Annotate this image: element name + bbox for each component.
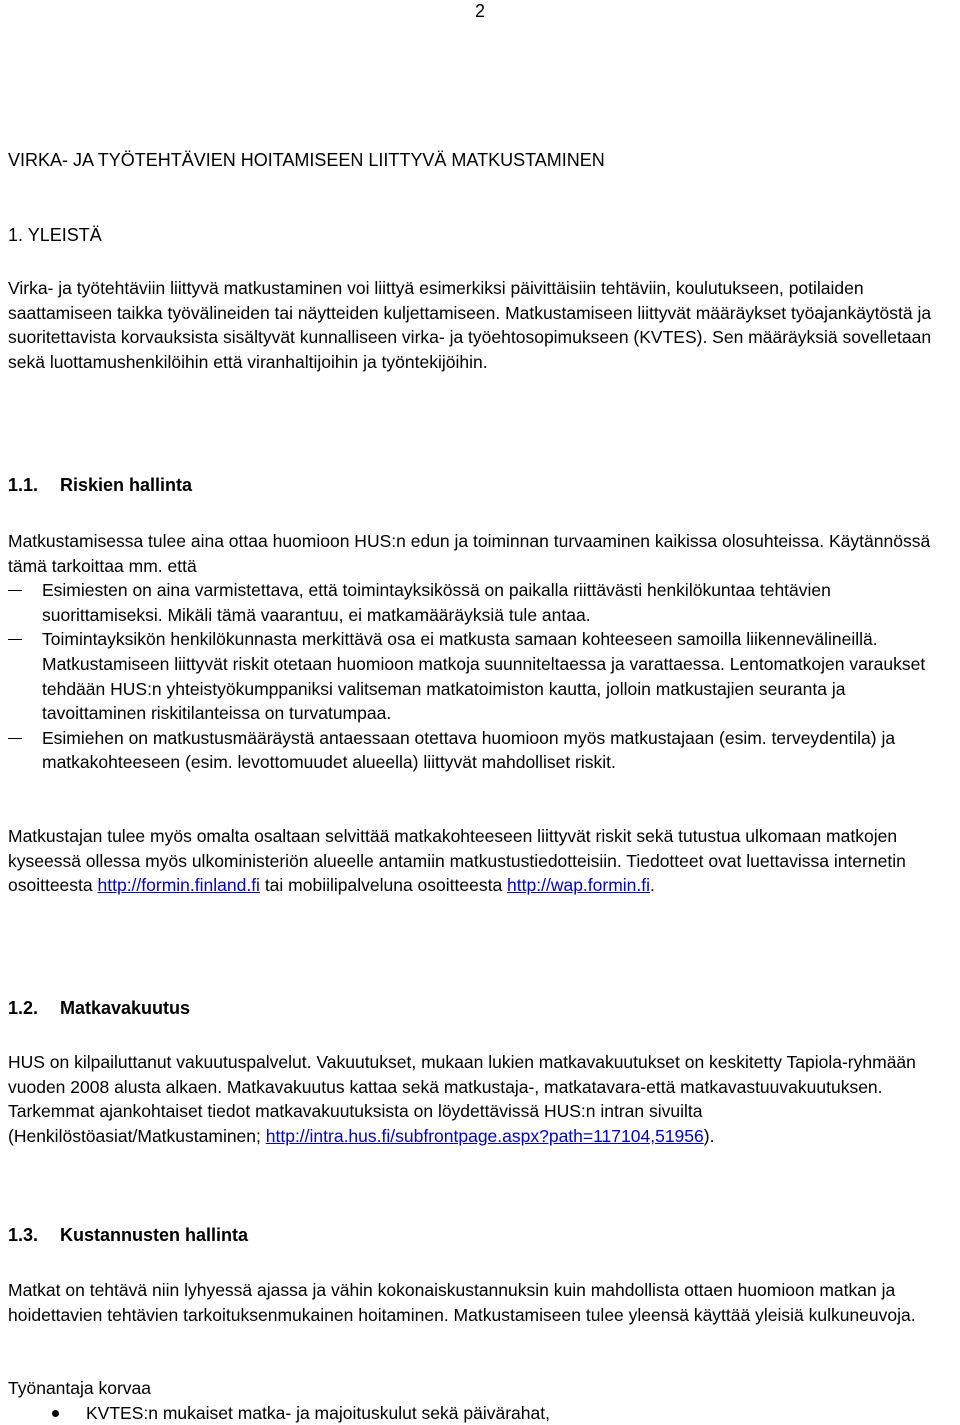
dash-bullet-icon — [8, 639, 22, 640]
section-1-1-paragraph-2 — [8, 824, 954, 898]
page-number: 2 — [474, 1, 485, 21]
section-1-3-number: 1.3. — [8, 1225, 39, 1245]
section-1-heading: 1. YLEISTÄ — [8, 225, 102, 245]
dash-bullet-icon — [8, 738, 22, 739]
section-1-3-title: Kustannusten hallinta — [60, 1225, 249, 1245]
cost-list — [8, 1401, 954, 1425]
employer-line: Työnantaja korvaa — [8, 1378, 152, 1398]
section-1-2-text: HUS on kilpailuttanut vakuutuspalvelut. Vakuutukset, mukaan lukien matkavakuutukset on keskitetty Tapiola-ryhmään vuoden 2008 alusta alkaen. Matkavakuutus kattaa sekä matkustaja-, matkatavara-että matkavastuuvakuutuksen. Tarkemmat ajankohtaiset tiedot matkavakuutuksista on löydettävissä HUS:n intran sivuilta (Henkilöstöasiat/Matkustaminen; http://intra.hus.fi/subfrontpage.aspx?path=117104,51956). — [8, 1052, 916, 1146]
section-1-paragraph — [8, 276, 954, 374]
section-1-3-heading — [8, 1223, 954, 1247]
list-item: Toimintayksikön henkilökunnasta merkittävä osa ei matkusta samaan kohteeseen samoilla liikennevälineillä. Matkustamiseen liittyvät riskit otetaan huomioon matkoja suunniteltaessa ja varattaessa. Lentomatkojen varaukset tehdään HUS:n yhteistyökumppaniksi valitseman matkatoimiston kautta, jolloin matkustajien seuranta ja tavoittaminen riskitilanteissa on turvatumpaa. — [8, 627, 954, 725]
section-1-2-title: Matkavakuutus — [60, 998, 191, 1018]
bullet-icon — [52, 1410, 59, 1417]
section-1-1-number: 1.1. — [8, 475, 39, 495]
section-1-3-paragraph — [8, 1278, 954, 1327]
employer-section — [8, 1376, 954, 1425]
wap-formin-link[interactable]: http://wap.formin.fi — [507, 875, 651, 896]
list-item: Esimiesten on aina varmistettava, että toimintayksikössä on paikalla riittävästi henkilökuntaa tehtävien suorittamiseksi. Mikäli tämä vaarantuu, ei matkamääräyksiä tule antaa. — [8, 578, 954, 627]
section-1-2-paragraph — [8, 1050, 954, 1148]
section-1-1-intro: Matkustamisessa tulee aina ottaa huomioon HUS:n edun ja toiminnan turvaaminen kaikissa olosuhteissa. Käytännössä tämä tarkoittaa mm. että — [8, 531, 931, 576]
section-1-1-heading — [8, 473, 954, 497]
risk-list — [8, 578, 954, 775]
document-title: VIRKA- JA TYÖTEHTÄVIEN HOITAMISEEN LIITTYVÄ MATKUSTAMINEN — [8, 150, 605, 170]
section-1-text: Virka- ja työtehtäviin liittyvä matkustaminen voi liittyä esimerkiksi päivittäisiin tehtäviin, koulutukseen, potilaiden saattamiseen taikka työvälineiden tai näytteiden kuljettamiseen. Matkustamiseen liittyvät määräykset työajankäytöstä ja suoritettavista korvauksista sisältyvät kunnalliseen virka- ja työehtosopimukseen (KVTES). Sen määräyksiä sovelletaan sekä luottamushenkilöihin että viranhaltijoihin ja työntekijöihin. — [8, 278, 932, 372]
section-1-2-number: 1.2. — [8, 998, 39, 1018]
list-item: Esimiehen on matkustusmääräystä antaessaan otettava huomioon myös matkustajaan (esim. terveydentila) ja matkakohteeseen (esim. levottomuudet alueella) liittyvät mahdolliset riskit. — [8, 726, 954, 775]
section-1-3-text: Matkat on tehtävä niin lyhyessä ajassa ja vähin kokonaiskustannuksin kuin mahdollista ottaen huomioon matkan ja hoidettavien tehtävien tarkoituksenmukainen hoitaminen. Matkustamiseen tulee yleensä käyttää yleisiä kulkuneuvoja. — [8, 1280, 916, 1325]
section-1-2-heading — [8, 996, 954, 1020]
list-item: KVTES:n mukaiset matka- ja majoituskulut sekä päivärahat, — [8, 1401, 954, 1425]
intra-link[interactable]: http://intra.hus.fi/subfrontpage.aspx?path=117104,51956 — [265, 1125, 704, 1146]
section-1-1-title: Riskien hallinta — [60, 475, 193, 495]
section-1-1-text-2: Matkustajan tulee myös omalta osaltaan selvittää matkakohteeseen liittyvät riskit sekä tutustua ulkomaan matkojen kyseessä ollessa myös ulkoministeriön alueelle antamiin matkustustiedotteisiin. Tiedotteet ovat luettavissa internetin osoitteesta http://formin.finland.fi tai mobiilipalveluna osoitteesta http://wap.formin.fi. — [8, 826, 906, 896]
dash-bullet-icon — [8, 590, 22, 591]
formin-link[interactable]: http://formin.finland.fi — [97, 875, 260, 896]
section-1-1-body — [8, 529, 954, 775]
